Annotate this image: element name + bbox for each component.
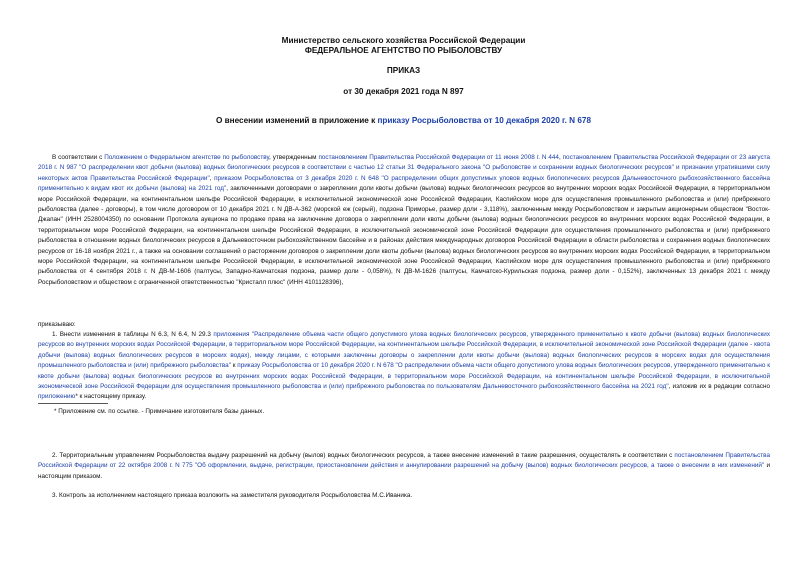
paragraph-preamble — [38, 153, 770, 288]
paragraph-item-1 — [38, 330, 770, 403]
ministry-name: Министерство сельского хозяйства Российской Федерации — [281, 36, 526, 45]
text-span: 1. Внести изменения в таблицы N 6.3, N 6.4, N 29.3 — [52, 331, 214, 338]
paragraph-item-2 — [38, 451, 770, 482]
document-title — [0, 116, 807, 125]
link-resolution-987[interactable]: постановлением Правительства Российской Федерации от 23 августа 2018 г. N 987 "О распределении квот добычи (вылова) водных биологических ресурсов в соответствии с частью 12 статьи 31 Федерального закона "О рыболовстве и сохранении водных биологических ресурсов" и признании утратившими силу некоторых актов Правительства Российской Федерации" — [38, 154, 770, 182]
text-span: В соответствии с — [52, 154, 105, 161]
ordered-line: приказываю: — [38, 321, 76, 328]
link-order-678[interactable]: приказу Росрыболовства от 10 декабря 2020 г. N 678 "О распределении объема части общего допустимого улова водных биологических ресурсов, утвержденного применительно к квоте добычи (вылова) водных биологических ресурсов во внутренних морских водах Российской Федерации, в территориальном море Российской Федерации, на континентальном шельфе Российской Федерации, в исключительной экономической зоне Российской Федерации для осуществления промышленного рыболовства и (или) прибрежного рыболовства по пользователям Дальневосточного рыбохозяйственного бассейна на 2021 год" — [38, 362, 770, 391]
text-span: , — [209, 174, 215, 182]
title-link[interactable]: приказу Росрыболовства от 10 декабря 2020 г. N 678 — [377, 116, 592, 125]
text-span: к — [230, 362, 238, 370]
link-order-648[interactable]: приказом Росрыболовства от 3 декабря 2020 г. N 648 "О распределении общих допустимых уловов водных биологических ресурсов Дальневосточного рыбохозяйственного бассейна применительно к видам квот их добычи (вылова) на 2021 год" — [38, 174, 771, 193]
paragraph-item-3 — [38, 491, 770, 501]
text-span: 2. Территориальным управлениям Росрыболовства выдачу разрешений на добычу (вылов) водных биологических ресурсов, а также внесение изменений в такие разрешения, осуществлять в соответствии с — [52, 452, 675, 459]
link-agency-regulation[interactable]: Положением о Федеральном агентстве по рыболовству — [104, 154, 270, 161]
link-appendix-distribution[interactable]: приложения "Распределение объема части общего допустимого улова водных биологических ресурсов, утвержденного применительно к квоте добычи (вылова) водных биологических ресурсов во внутренних морских водах Российской Федерации, в территориальном море Российской Федерации, на континентальном шельфе Российской Федерации, в исключительной экономической зоне Российской Федерации (далее - квота добычи (вылова) водных биологических ресурсов в морских водах), между лицами, с которыми заключены договоры о закреплении доли квоты добычи (вылова) водных биологических ресурсов в морских водах для осуществления промышленного рыболовства и (или) прибрежного рыболовства" — [38, 331, 770, 370]
document-header — [0, 36, 807, 56]
text-span: , изложив их в редакции согласно — [668, 383, 770, 391]
link-resolution-775[interactable]: постановлением Правительства Российской Федерации от 22 октября 2008 г. N 775 "Об оформлении, выдаче, регистрации, приостановлении действия и аннулировании разрешений на добычу (вылов) водных биологических ресурсов, а также о внесении в них изменений" — [38, 452, 770, 470]
text-span: и настоящим приказом. — [38, 462, 770, 480]
title-prefix: О внесении изменений в приложение к — [215, 116, 378, 125]
document-date-number: от 30 декабря 2021 года N 897 — [343, 87, 464, 96]
text-span: , заключенными договорами о закреплении доли квоты добычи (вылова) водных биологических ресурсов во внутренних морских водах Российской Федерации, в территориальном море Российской Федерации, на континентальном шельфе Российской Федерации, в исключительной экономической зоне Российской Федерации, Каспийском море для осуществления промышленного рыболовства и (или) прибрежного рыболовства (далее - договоры), в том числе договором от 10 декабря 2021 г. N ДВ-А-362 (морской еж (серый), подзона Приморье, размер доли - 3,118%), заключенным между Росрыболовством и закрытым акционерным обществом "Восток-Джапан" (ИНН 2528004350) по основании Протокола аукциона по продаже права на заключение договора о закреплении доли квоты добычи (вылова) водных биологических ресурсов во внутренних морских водах Российской Федерации, в территориальном море Российской Федерации, на континентальном шельфе Российской Федерации, в исключительной экономической зоне Российской Федерации для осуществления промышленного рыболовства и (или) прибрежного рыболовства в отношении водных биологических ресурсов в Дальневосточном рыбохозяйственном бассейне и в районах действия международных договоров Российской Федерации в области рыболовства и сохранения водных биологических ресурсов от 16-18 ноября 2021 г., а также на основании соглашений о расторжении договоров о закреплении доли квоты добычи (вылова) водных биологических ресурсов во внутренних морских водах Российской Федерации, в территориальном море Российской Федерации, на континентальном шельфе Российской Федерации, в исключительной экономической зоне Российской Федерации, Каспийском море для осуществления промышленного рыболовства и (или) прибрежного рыболовства от 4 сентября 2018 г. N ДВ-М-1606 (палтусы, Западно-Камчатская подзона, размер доли - 0,058%), N ДВ-М-1626 (палтусы, Камчатско-Курильская подзона, размер доли - 0,152%), заключенных 13 декабря 2021 г. между Росрыболовством и обществом с ограниченной ответственностью "Кристалл плюс" (ИНН 4101128396), — [38, 185, 770, 286]
document-type: ПРИКАЗ — [386, 66, 421, 75]
text-span: , утвержденным — [269, 154, 319, 161]
link-resolution-444[interactable]: постановлением Правительства Российской Федерации от 11 июня 2008 г. N 444 — [318, 154, 559, 161]
footnote: * Приложение см. по ссылке. - Примечание изготовителя базы данных. — [54, 408, 265, 415]
footnote-divider — [38, 403, 108, 404]
link-appendix[interactable]: приложению — [38, 393, 76, 401]
agency-name: ФЕДЕРАЛЬНОЕ АГЕНТСТВО ПО РЫБОЛОВСТВУ — [304, 46, 503, 55]
text-span: 3. Контроль за исполнением настоящего приказа возложить на заместителя руководителя Росрыболовства М.С.Иваника. — [52, 492, 413, 499]
text-span: , — [558, 154, 563, 161]
text-span: * к настоящему приказу. — [75, 393, 147, 401]
